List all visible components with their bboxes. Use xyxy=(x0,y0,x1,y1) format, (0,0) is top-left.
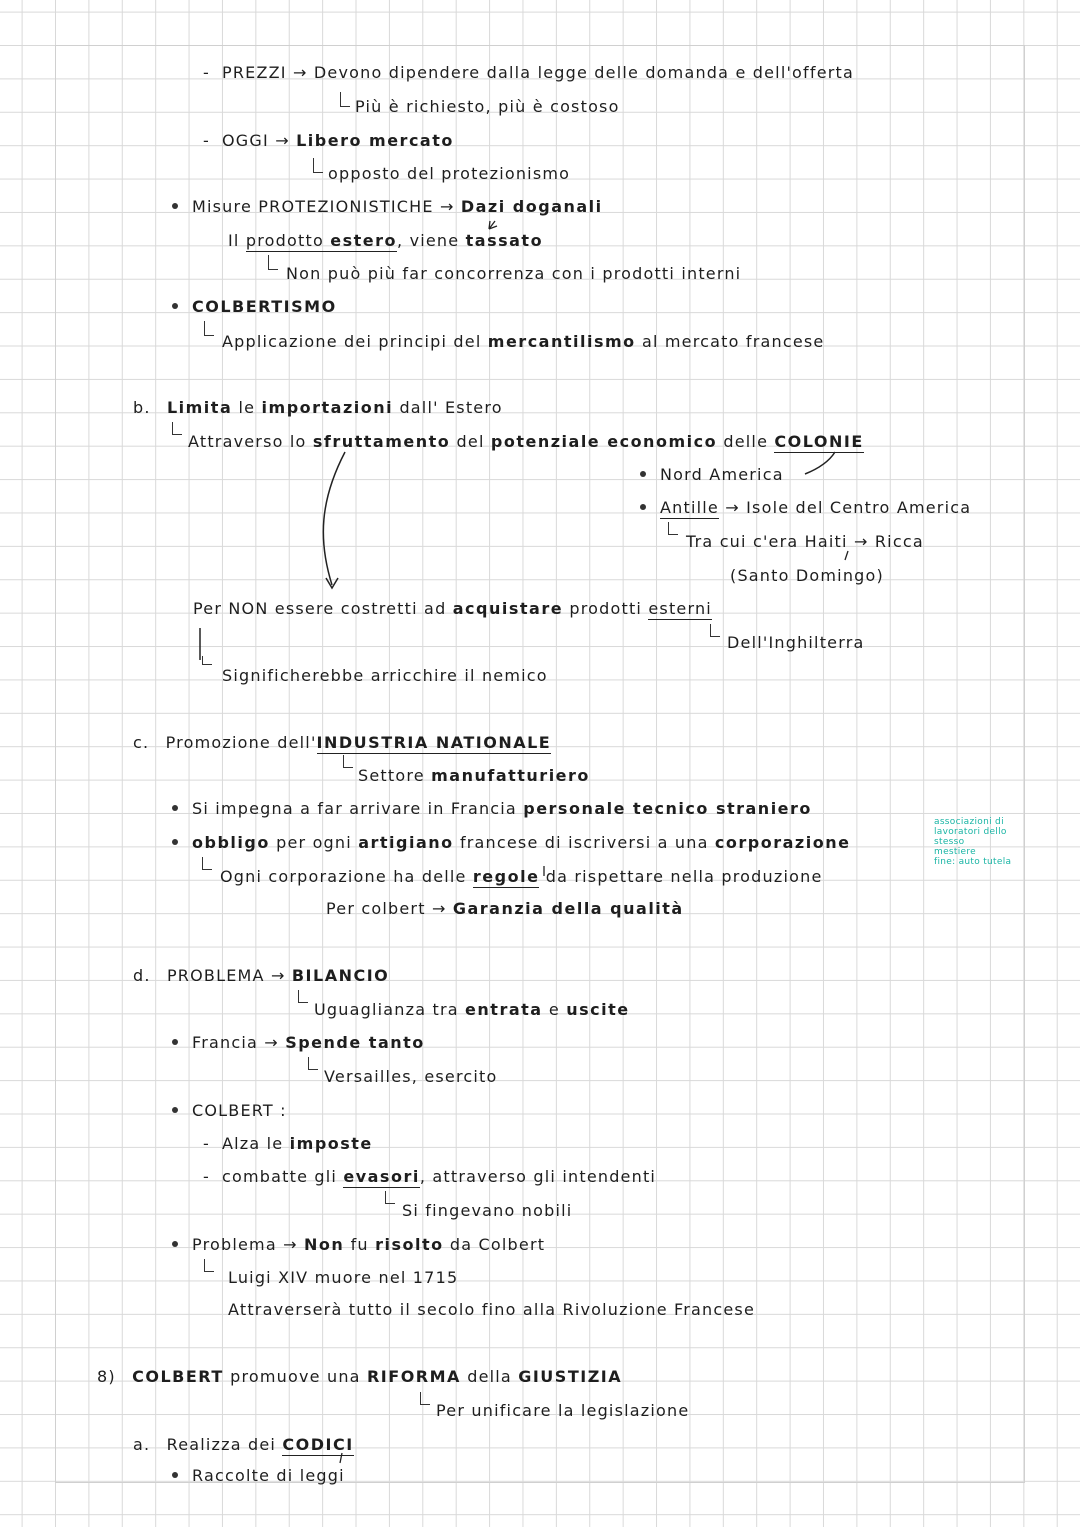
colbertismo-title: COLBERTISMO xyxy=(192,297,337,316)
colbert-label-line xyxy=(172,1101,287,1121)
prezzi-line: - PREZZI → Devono dipendere dalla legge delle domanda e dell'offerta xyxy=(203,63,855,82)
b-post: dall' Estero xyxy=(399,398,503,417)
alza-pre: Alza le xyxy=(221,1134,284,1153)
d-sub-bold1: entrata xyxy=(465,1000,543,1019)
luigi: Luigi XIV muore nel 1715 xyxy=(228,1268,459,1287)
bullet-dot xyxy=(172,1039,178,1045)
b-sub-pre: Attraverso lo xyxy=(188,432,307,451)
alza-line: - Alza le imposte xyxy=(203,1134,373,1153)
s8-sub: Per unificare la legislazione xyxy=(436,1401,690,1420)
bracket-hook xyxy=(308,1057,318,1070)
a-pre: Realizza dei xyxy=(166,1435,277,1454)
d-sub-pre: Uguaglianza tra xyxy=(314,1000,459,1019)
section-a-heading xyxy=(133,1435,354,1455)
note-line: lavoratori dello stesso xyxy=(934,827,1007,847)
bracket-hook xyxy=(710,624,720,637)
d-sub-bold2: uscite xyxy=(566,1000,630,1019)
colbertismo-bold: mercantilismo xyxy=(487,332,636,351)
s8-bold1: COLBERT xyxy=(132,1367,224,1386)
c-b2-sub-line xyxy=(220,867,822,887)
ricca: Ricca xyxy=(874,532,924,551)
misure-bold: Dazi doganali xyxy=(460,197,603,216)
section-8-number: 8) xyxy=(97,1367,116,1386)
francia-pre: Francia xyxy=(192,1033,259,1052)
grid-paper-frame xyxy=(55,45,1025,1483)
c-sub-line xyxy=(358,766,590,786)
raccolte-line xyxy=(172,1466,345,1486)
b-sub-mid: del xyxy=(456,432,485,451)
bullet-dot xyxy=(640,504,646,510)
prodotto-line: Il prodotto estero, viene tassato xyxy=(228,231,544,250)
b-bold2: importazioni xyxy=(261,398,394,417)
problema-mid: fu xyxy=(350,1235,369,1254)
bracket-hook xyxy=(204,1259,214,1272)
prodotto-bold2: tassato xyxy=(465,231,544,250)
garanzia-bold: Garanzia della qualità xyxy=(452,899,684,918)
francia-bold: Spende tanto xyxy=(285,1033,425,1052)
colbert-label: COLBERT : xyxy=(192,1101,287,1120)
c-bullet2 xyxy=(172,833,850,853)
bullet-dot xyxy=(172,1472,178,1478)
b-sub-bold2: potenziale economico xyxy=(490,432,718,451)
s8-mid: promuove una xyxy=(230,1367,361,1386)
misure-line: Misure PROTEZIONISTICHE → Dazi doganali xyxy=(172,197,603,217)
bracket-hook xyxy=(668,522,678,535)
b-sub-bold1: sfruttamento xyxy=(312,432,451,451)
c-b2-sub-pre: Ogni corporazione ha delle xyxy=(220,867,467,886)
c-b2-mid1: per ogni xyxy=(276,833,352,852)
per-non-mid: prodotti xyxy=(569,599,643,618)
oggi-label: OGGI xyxy=(221,131,269,150)
oggi-sub: opposto del protezionismo xyxy=(328,164,571,183)
per-non-pre: Per NON essere costretti ad xyxy=(193,599,447,618)
b-mid: le xyxy=(238,398,256,417)
combatte-line: - combatte gli evasori, attraverso gli intendenti xyxy=(203,1167,657,1186)
section-b-heading xyxy=(133,398,503,418)
bullet-dot xyxy=(172,839,178,845)
b-bold1: Limita xyxy=(166,398,233,417)
prezzi-text: Devono dipendere dalla legge delle domanda e dell'offerta xyxy=(313,63,855,82)
prezzi-label: PREZZI xyxy=(221,63,287,82)
s8-mid2: della xyxy=(467,1367,512,1386)
prezzi-sub: Più è richiesto, più è costoso xyxy=(355,97,620,116)
colbertismo-post: al mercato francese xyxy=(641,332,825,351)
bracket-hook xyxy=(340,92,350,107)
tra-cui-line: Tra cui c'era Haiti → Ricca xyxy=(686,532,924,551)
section-c-heading xyxy=(133,733,551,753)
d-sub-mid: e xyxy=(548,1000,560,1019)
section-a-number: a. xyxy=(133,1435,151,1454)
antille-line: Antille → Isole del Centro America xyxy=(640,498,971,518)
regole-underlined: regole xyxy=(472,867,540,886)
section-8-heading xyxy=(97,1367,622,1387)
c-b1-pre: Si impegna a far arrivare in Francia xyxy=(192,799,517,818)
c-sub-pre: Settore xyxy=(358,766,425,785)
bullet-dot xyxy=(172,1107,178,1113)
nord-america: Nord America xyxy=(660,465,784,484)
prodotto-pre: Il xyxy=(228,231,240,250)
prodotto-mid: viene xyxy=(409,231,460,250)
bullet-dot xyxy=(640,471,646,477)
colbertismo-line xyxy=(222,332,824,352)
codici-underlined: CODICI xyxy=(282,1435,354,1454)
bracket-hook xyxy=(202,857,212,870)
bracket-hook xyxy=(202,656,212,665)
prodotto-bold: estero xyxy=(330,231,397,250)
prodotto-underlined: prodotto xyxy=(245,231,324,250)
section-c-number: c. xyxy=(133,733,150,752)
raccolte: Raccolte di leggi xyxy=(192,1466,345,1485)
nemico: Significherebbe arricchire il nemico xyxy=(222,666,548,685)
section-d-heading: d. PROBLEMA → BILANCIO xyxy=(133,966,390,985)
bullet-dot xyxy=(172,203,178,209)
c-pre: Promozione dell' xyxy=(165,733,317,752)
santo-domingo: (Santo Domingo) xyxy=(730,566,884,585)
d-bold: BILANCIO xyxy=(291,966,390,985)
oggi-bold: Libero mercato xyxy=(296,131,454,150)
bracket-hook xyxy=(420,1392,430,1405)
problema-post: da Colbert xyxy=(449,1235,546,1254)
colbertismo-pre: Applicazione dei principi del xyxy=(222,332,482,351)
d-pre: PROBLEMA xyxy=(166,966,265,985)
francia-line: Francia → Spende tanto xyxy=(172,1033,425,1053)
section-b-number: b. xyxy=(133,398,151,417)
garanzia-pre: Per colbert xyxy=(326,899,426,918)
c-b2-mid2: francese di iscriversi a una xyxy=(459,833,709,852)
alza-bold: imposte xyxy=(289,1134,373,1153)
inghilterra: Dell'Inghilterra xyxy=(727,633,865,652)
esterni-underlined: esterni xyxy=(648,599,712,618)
bracket-hook xyxy=(268,255,278,270)
per-non-line xyxy=(193,599,712,619)
section-d-number: d. xyxy=(133,966,151,985)
c-b1-bold: personale tecnico straniero xyxy=(523,799,812,818)
bullet-dot xyxy=(172,805,178,811)
nord-america-line xyxy=(640,465,784,485)
c-b2-sub-post: da rispettare nella produzione xyxy=(545,867,823,886)
prodotto-sub: Non può più far concorrenza con i prodotti interni xyxy=(286,264,742,283)
b-sub-line xyxy=(188,432,864,452)
s8-bold2: RIFORMA xyxy=(366,1367,461,1386)
d-sub-line xyxy=(314,1000,630,1020)
bracket-hook xyxy=(172,422,182,435)
b-sub-post: delle xyxy=(723,432,769,451)
combatte-pre: combatte gli xyxy=(221,1167,338,1186)
s8-bold3: GIUSTIZIA xyxy=(518,1367,623,1386)
note-line: fine: auto tutela xyxy=(934,857,1012,867)
bracket-hook xyxy=(343,755,353,768)
margin-note xyxy=(934,817,1034,867)
bracket-hook xyxy=(204,321,214,336)
problema-bold: Non xyxy=(304,1235,345,1254)
combatte-post: attraverso gli intendenti xyxy=(432,1167,657,1186)
bracket-hook xyxy=(298,990,308,1003)
garanzia-line: Per colbert → Garanzia della qualità xyxy=(326,899,684,918)
c-b2-bold2: artigiano xyxy=(358,833,454,852)
problema-line: Problema → Non fu risolto da Colbert xyxy=(172,1235,545,1255)
evasori-underlined: evasori xyxy=(343,1167,420,1186)
antille-post: Isole del Centro America xyxy=(746,498,972,517)
industria-underlined: INDUSTRIA NATIONALE xyxy=(316,733,552,752)
c-sub-bold: manufatturiero xyxy=(431,766,590,785)
note-line: associazioni di xyxy=(934,817,1004,827)
misure-label: Misure PROTEZIONISTICHE xyxy=(192,197,434,216)
c-b2-bold3: corporazione xyxy=(714,833,851,852)
colbertismo-title-line xyxy=(172,297,337,317)
bracket-hook xyxy=(313,158,323,173)
oggi-line: - OGGI → Libero mercato xyxy=(203,131,454,150)
c-b2-bold1: obbligo xyxy=(192,833,270,852)
bullet-dot xyxy=(172,1241,178,1247)
nobili: Si fingevano nobili xyxy=(402,1201,573,1220)
francia-sub: Versailles, esercito xyxy=(324,1067,498,1086)
problema-pre: Problema xyxy=(192,1235,277,1254)
colonie-underlined: COLONIE xyxy=(774,432,864,451)
c-bullet1 xyxy=(172,799,812,819)
problema-bold2: risolto xyxy=(375,1235,444,1254)
antille-underlined: Antille xyxy=(660,498,719,517)
tra-cui: Tra cui c'era Haiti xyxy=(686,532,848,551)
attraversera: Attraverserà tutto il secolo fino alla Rivoluzione Francese xyxy=(228,1300,756,1319)
note-line: mestiere xyxy=(934,847,976,857)
per-non-bold: acquistare xyxy=(452,599,564,618)
bullet-dot xyxy=(172,303,178,309)
bracket-hook xyxy=(385,1191,395,1204)
